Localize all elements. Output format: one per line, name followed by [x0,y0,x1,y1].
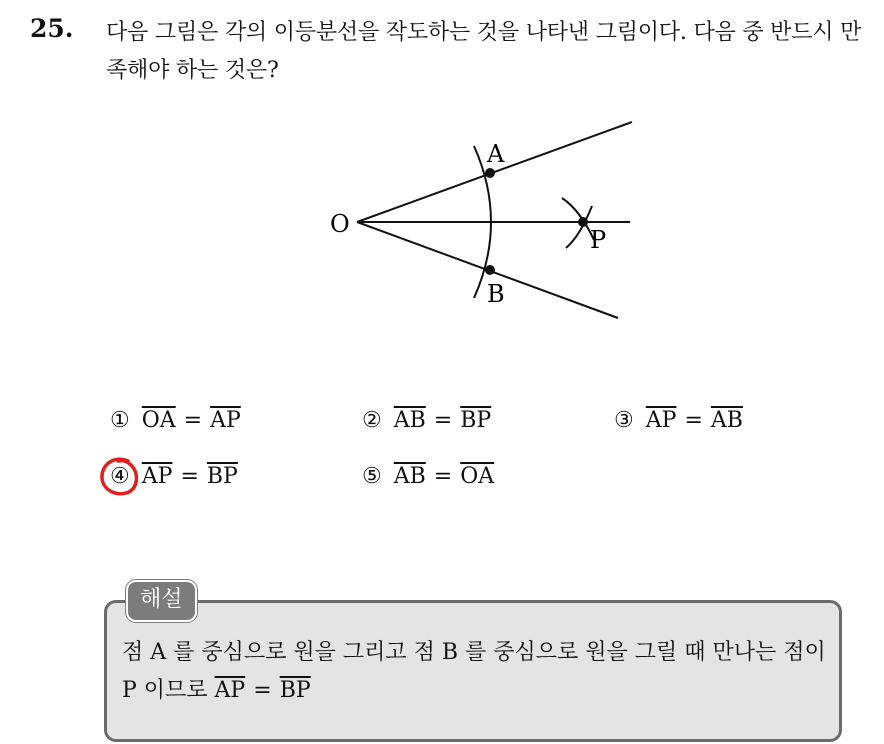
question-text: 다음 그림은 각의 이등분선을 작도하는 것을 나타낸 그림이다. 다음 중 반드시 만족해야 하는 것은? [106,20,862,83]
option-3[interactable]: ③ $\overline{AP} = \overline{AB}$ [614,408,743,433]
question-number: 25. [30,14,74,43]
option-5[interactable]: ⑤ $\overline{AB} = \overline{OA}$ [362,464,495,489]
point-B [485,265,495,275]
solution-text: 점 A 를 중심으로 원을 그리고 점 B 를 중심으로 원을 그릴 때 만나는 점이 P 이므로 $\overline{AP} = \overline{BP}$ [122,640,826,703]
solution-tag: 해설 [126,580,197,622]
label-O: O [330,210,350,238]
option-1[interactable]: ① $\overline{OA} = \overline{AP}$ [110,408,241,433]
label-P: P [590,226,607,254]
angle-bisector-figure [300,110,660,340]
label-B: B [487,280,505,308]
answer-circle-mark [98,455,142,499]
option-2[interactable]: ② $\overline{AB} = \overline{BP}$ [362,408,492,433]
point-P [578,217,588,227]
label-A: A [487,140,505,168]
point-A [485,168,495,178]
option-4[interactable]: ④ $\overline{AP} = \overline{BP}$ [110,464,238,489]
